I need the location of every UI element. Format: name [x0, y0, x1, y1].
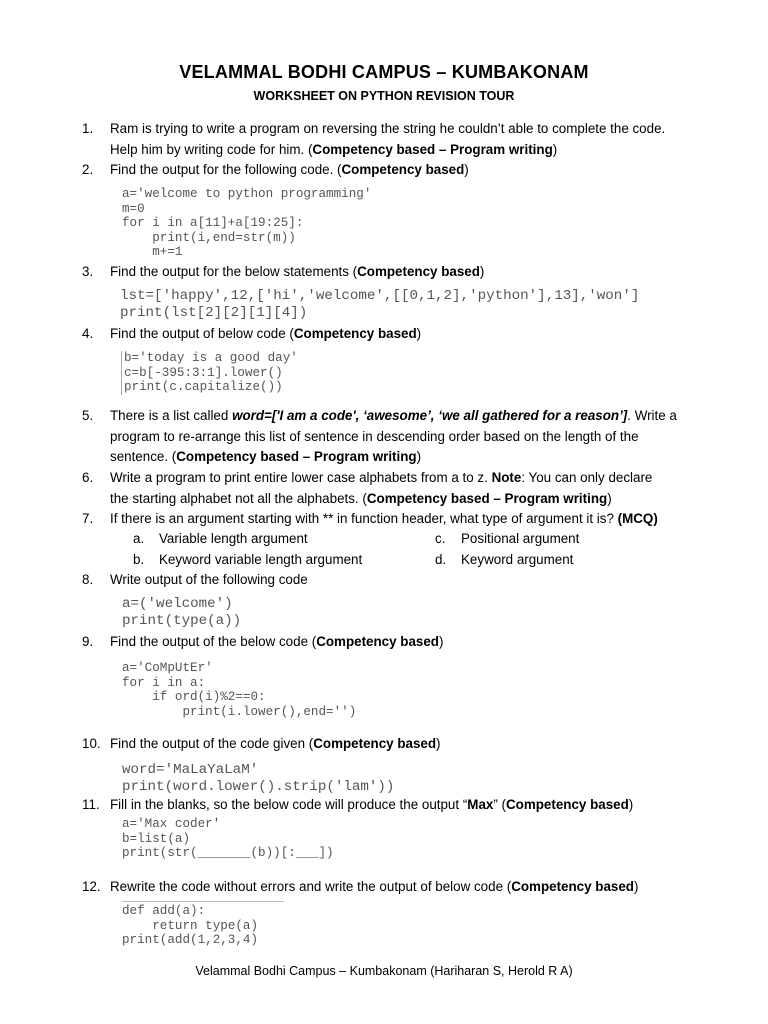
mcq-option-b: b. Keyword variable length argument: [133, 552, 363, 567]
question-text: Find the output of the below code (Competency based): [110, 634, 444, 649]
question-text-line2: the starting alphabet not all the alphabets. (Competency based – Program writing): [110, 490, 612, 506]
question-1: [82, 119, 722, 160]
question-10: [82, 734, 722, 755]
question-text: Find the output for the below statements (Competency based): [110, 264, 485, 279]
question-2: [82, 160, 722, 181]
question-text: There is a list called word=['I am a code', ‘awesome’, ‘we all gathered for a reason’]. Write a: [110, 408, 677, 423]
question-text-line3: sentence. (Competency based – Program writing): [110, 449, 422, 464]
question-text: Find the output of the code given (Competency based): [110, 736, 441, 751]
mcq-option-c: c. Positional argument: [435, 531, 580, 546]
question-8: [82, 570, 722, 591]
mcq-option-d: d. Keyword argument: [435, 552, 574, 567]
question-number: 3.: [82, 264, 94, 279]
question-7: [82, 509, 722, 530]
question-number: 9.: [82, 634, 94, 649]
question-number: 6.: [82, 470, 94, 485]
question-text: Rewrite the code without errors and write the output of below code (Competency based): [110, 879, 639, 894]
question-number: 11.: [82, 797, 100, 812]
question-4: [82, 324, 722, 345]
page-footer: Velammal Bodhi Campus – Kumbakonam (Hariharan S, Herold R A): [195, 964, 573, 978]
question-number: 4.: [82, 326, 94, 341]
code-block-q4: b='today is a good day' c=b[-395:3:1].lower() print(c.capitalize()): [121, 351, 298, 395]
code-block-q12: def add(a): return type(a) print(add(1,2,3,4): [122, 901, 284, 948]
question-text: Find the output for the following code. (Competency based): [110, 162, 469, 177]
code-block-q10: word='MaLaYaLaM' print(word.lower().strip('lam')): [122, 762, 395, 795]
question-text: Fill in the blanks, so the below code will produce the output “Max” (Competency based): [110, 797, 634, 812]
question-number: 5.: [82, 408, 94, 423]
question-3: [82, 262, 722, 283]
code-block-q11: a='Max coder' b=list(a) print(str(_______(b))[:___]): [122, 817, 334, 861]
question-number: 10.: [82, 736, 101, 751]
question-text: Ram is trying to write a program on reversing the string he couldn’t able to complete the code.: [110, 121, 666, 136]
question-11: [82, 795, 722, 816]
question-12: [82, 877, 722, 898]
question-text: If there is an argument starting with ** in function header, what type of argument it is? (MCQ): [110, 511, 658, 526]
code-block-q9: a='CoMpUtEr' for i in a: if ord(i)%2==0: print(i.lower(),end=''): [122, 661, 357, 719]
page-title: VELAMMAL BODHI CAMPUS – KUMBAKONAM: [179, 62, 589, 82]
code-block-q3: lst=['happy',12,['hi','welcome',[[0,1,2],'python'],13],'won'] print(lst[2][2][1][4]): [120, 288, 640, 321]
question-9: [82, 632, 722, 653]
question-number: 2.: [82, 162, 94, 177]
question-number: 1.: [82, 121, 94, 136]
question-number: 7.: [82, 511, 94, 526]
code-block-q2: a='welcome to python programming' m=0 for i in a[11]+a[19:25]: print(i,end=str(m)) m+=1: [122, 187, 372, 260]
question-text-line2: Help him by writing code for him. (Competency based – Program writing): [110, 141, 558, 157]
question-text: Write output of the following code: [110, 572, 308, 587]
mcq-option-a: a. Variable length argument: [133, 531, 308, 546]
question-number: 12.: [82, 879, 101, 894]
code-block-q8: a=('welcome') print(type(a)): [122, 596, 242, 629]
question-text: Find the output of below code (Competency based): [110, 326, 422, 341]
question-text-line2: program to re-arrange this list of sentence in descending order based on the length of the: [110, 428, 639, 444]
question-5: [82, 406, 722, 468]
question-text: Write a program to print entire lower case alphabets from a to z. Note: You can only declare: [110, 470, 653, 485]
question-6: [82, 468, 722, 509]
page-subtitle: WORKSHEET ON PYTHON REVISION TOUR: [253, 89, 515, 103]
question-number: 8.: [82, 572, 94, 587]
